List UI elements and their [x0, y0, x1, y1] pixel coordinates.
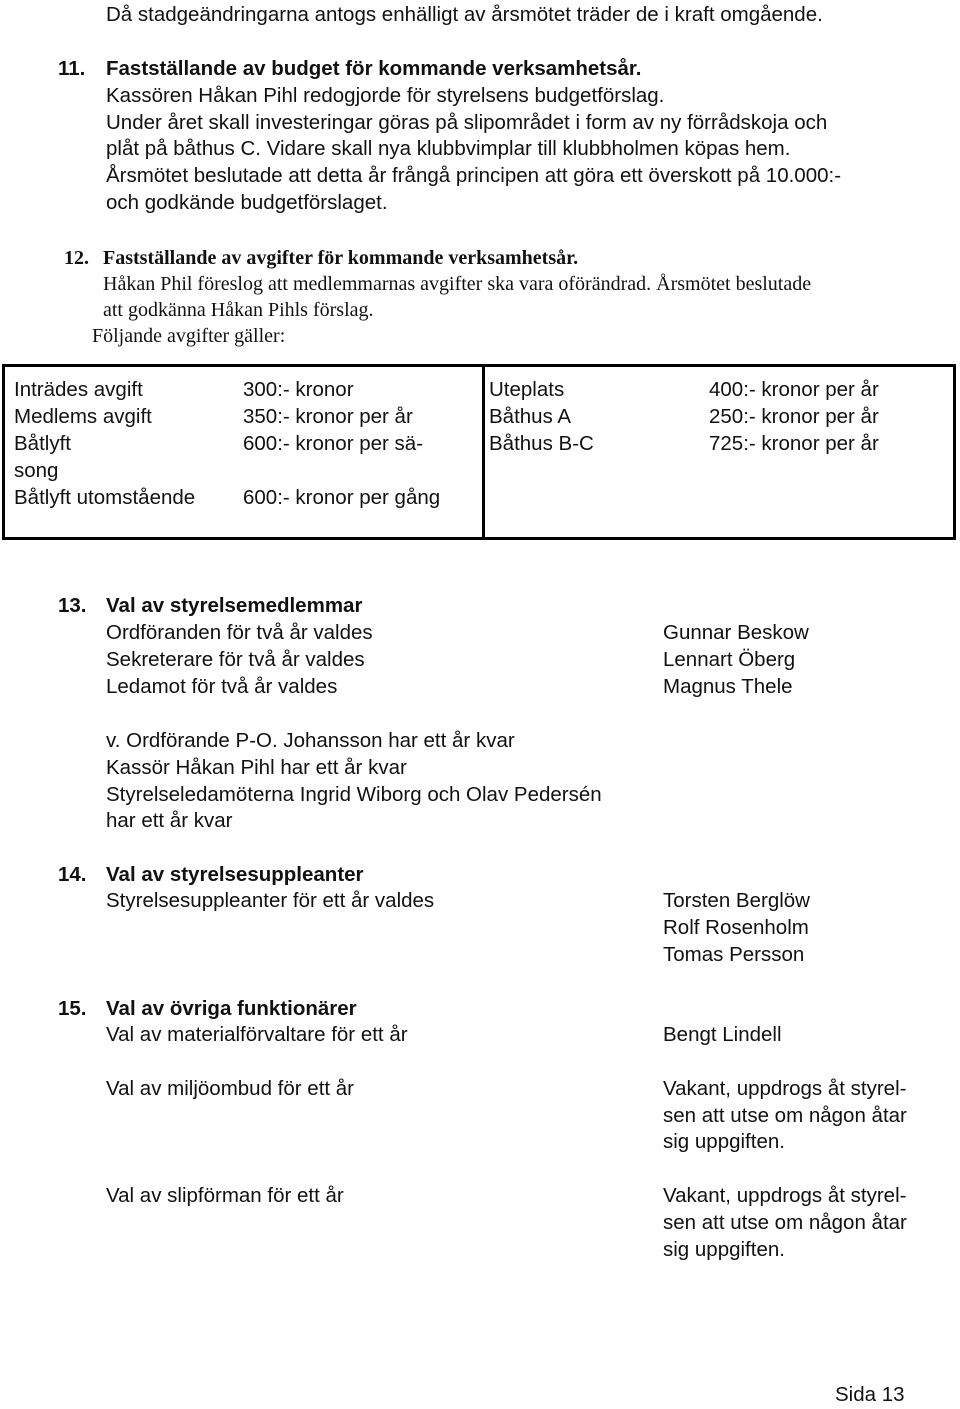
fee-table-divider: [482, 367, 485, 537]
section-13-number: 13.: [58, 594, 87, 617]
page-number: Sida 13: [835, 1383, 905, 1406]
election-role: Styrelsesuppleanter för ett år valdes: [106, 889, 435, 912]
fee-name: Båthus B-C: [489, 432, 594, 455]
section-11-title: Fastställande av budget för kommande verksamhetsår.: [106, 57, 642, 80]
section-11-line: Under året skall investeringar göras på slipområdet i form av ny förrådskoja och: [106, 111, 828, 134]
election-role: Val av materialförvaltare för ett år: [106, 1023, 408, 1046]
fee-table: [2, 364, 956, 540]
elected-name: Lennart Öberg: [663, 648, 796, 671]
elected-value-line: Vakant, uppdrogs åt styrel-: [663, 1077, 907, 1100]
fee-price: 600:- kronor per gång: [243, 486, 441, 509]
section-11-line: och godkände budgetförslaget.: [106, 191, 388, 214]
remaining-line: Kassör Håkan Pihl har ett år kvar: [106, 756, 407, 779]
section-12-line: Håkan Phil föreslog att medlemmarnas avgifter ska vara oförändrad. Årsmötet beslutade: [103, 273, 812, 295]
remaining-line: Styrelseledamöterna Ingrid Wiborg och Olav Pedersén: [106, 783, 602, 806]
fee-name: Inträdes avgift: [14, 378, 143, 401]
elected-name: Gunnar Beskow: [663, 621, 809, 644]
elected-name: Tomas Persson: [663, 943, 805, 966]
elected-value-line: Vakant, uppdrogs åt styrel-: [663, 1184, 907, 1207]
fee-price: 300:- kronor: [243, 378, 354, 401]
elected-name: Rolf Rosenholm: [663, 916, 809, 939]
election-role: Val av miljöombud för ett år: [106, 1077, 355, 1100]
elected-value-line: sen att utse om någon åtar: [663, 1211, 907, 1234]
election-role: Val av slipförman för ett år: [106, 1184, 344, 1207]
fee-price: 250:- kronor per år: [709, 405, 879, 428]
elected-name: Magnus Thele: [663, 675, 793, 698]
section-12-title: Fastställande av avgifter för kommande verksamhetsår.: [103, 247, 579, 269]
fee-name: song: [14, 459, 59, 482]
remaining-line: har ett år kvar: [106, 809, 233, 832]
election-role: Ledamot för två år valdes: [106, 675, 338, 698]
section-11-number: 11.: [58, 57, 86, 80]
section-14-number: 14.: [58, 863, 87, 886]
fee-name: Båthus A: [489, 405, 572, 428]
election-role: Sekreterare för två år valdes: [106, 648, 365, 671]
section-12-following: Följande avgifter gäller:: [92, 325, 286, 347]
section-12-number: 12.: [64, 247, 89, 269]
fee-name: Båtlyft: [14, 432, 71, 455]
section-15-number: 15.: [58, 997, 87, 1020]
elected-value-line: sig uppgiften.: [663, 1238, 785, 1261]
section-11-line: Kassören Håkan Pihl redogjorde för styrelsens budgetförslag.: [106, 84, 665, 107]
fee-price: 350:- kronor per år: [243, 405, 413, 428]
section-12-line: att godkänna Håkan Pihls förslag.: [103, 299, 374, 321]
remaining-line: v. Ordförande P-O. Johansson har ett år kvar: [106, 729, 515, 752]
fee-name: Uteplats: [489, 378, 565, 401]
intro-text: Då stadgeändringarna antogs enhälligt av årsmötet träder de i kraft omgående.: [106, 3, 823, 26]
elected-name: Torsten Berglöw: [663, 889, 810, 912]
section-15-title: Val av övriga funktionärer: [106, 997, 357, 1020]
section-11-line: Årsmötet beslutade att detta år frångå principen att göra ett överskott på 10.000:-: [106, 164, 842, 187]
section-14-title: Val av styrelsesuppleanter: [106, 863, 364, 886]
elected-value-line: sen att utse om någon åtar: [663, 1104, 907, 1127]
section-13-title: Val av styrelsemedlemmar: [106, 594, 363, 617]
elected-name: Bengt Lindell: [663, 1023, 782, 1046]
fee-name: Medlems avgift: [14, 405, 152, 428]
fee-price: 725:- kronor per år: [709, 432, 879, 455]
election-role: Ordföranden för två år valdes: [106, 621, 373, 644]
fee-price: 400:- kronor per år: [709, 378, 879, 401]
elected-value-line: sig uppgiften.: [663, 1130, 785, 1153]
fee-name: Båtlyft utomstående: [14, 486, 196, 509]
fee-price: 600:- kronor per sä-: [243, 432, 424, 455]
section-11-line: plåt på båthus C. Vidare skall nya klubbvimplar till klubbholmen köpas hem.: [106, 137, 791, 160]
